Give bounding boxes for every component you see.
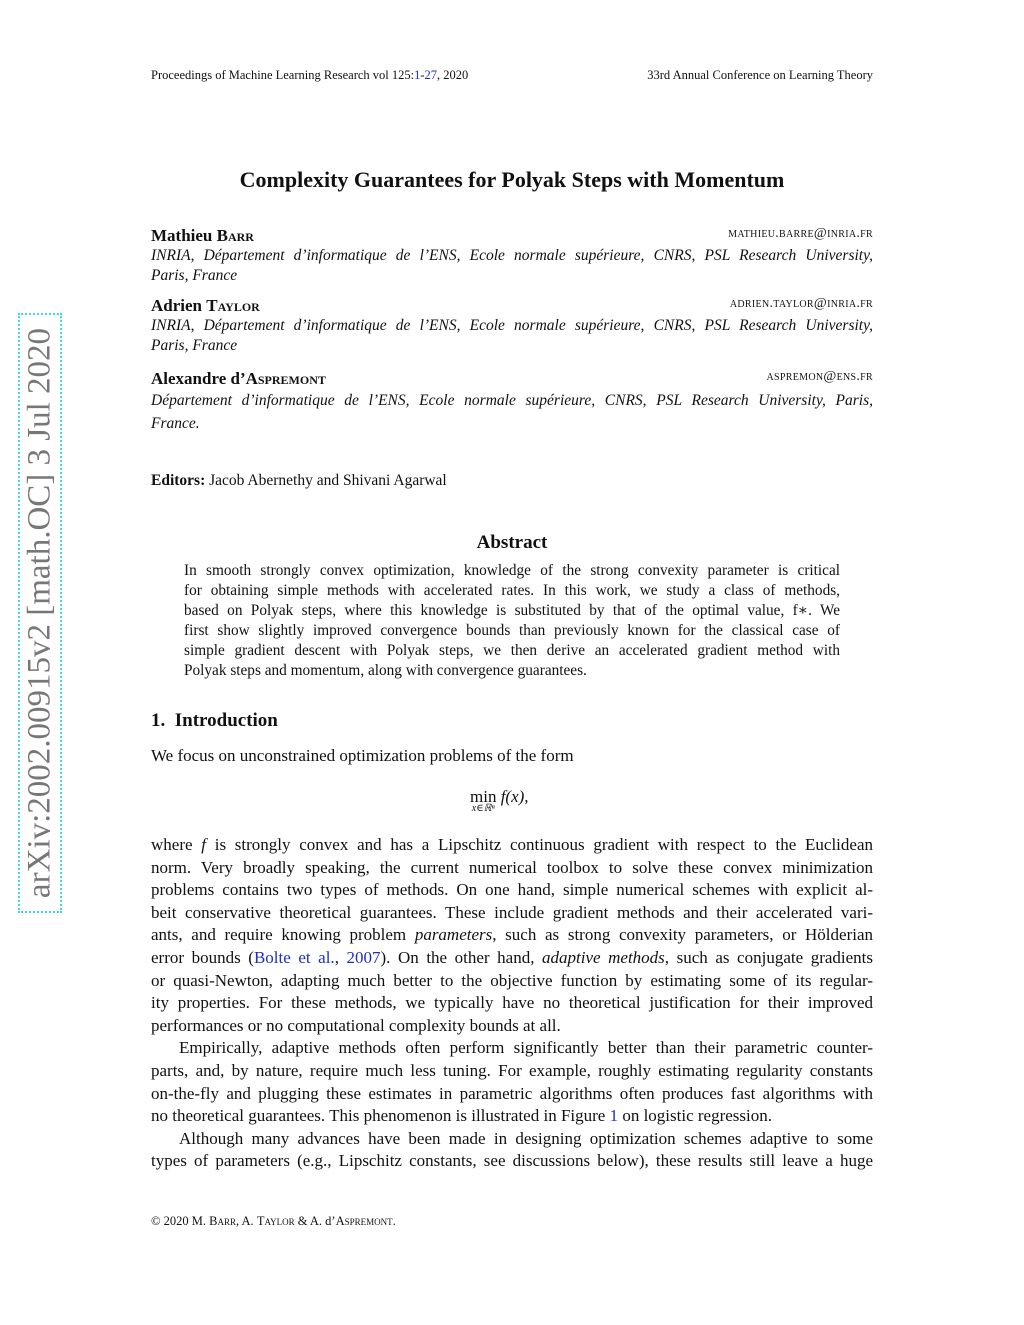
arxiv-stamp-text: arXiv:2002.00915v2 [math.OC] 3 Jul 2020: [21, 327, 58, 899]
author-name: [151, 296, 260, 316]
editors-names: Jacob Abernethy and Shivani Agarwal: [205, 472, 447, 489]
abstract-line: In smooth strongly convex optimization, knowledge of the strong convexity parameter is critical: [184, 562, 840, 579]
running-header-right: 33rd Annual Conference on Learning Theory: [647, 68, 873, 82]
author-name: [151, 369, 326, 389]
author-name: [151, 226, 254, 246]
equation-expression: f(x),: [500, 787, 529, 806]
paragraph-line: [151, 947, 873, 970]
text-segment: performances or no computational complexity bounds at all.: [151, 1015, 561, 1035]
citation-link[interactable]: 1: [609, 1106, 619, 1126]
footer-author: Barr: [209, 1214, 236, 1228]
text-segment: ants, and require knowing problem: [151, 925, 415, 945]
abstract-line: for obtaining simple methods with accelerated rates. In this work, we study a class of methods,: [184, 582, 840, 599]
text-segment: ity properties. For these methods, we typically have no theoretical justification for their improved: [151, 993, 873, 1013]
text-segment: or quasi-Newton, adapting much better to the objective function by estimating some of its regular-: [151, 970, 873, 990]
text-segment: problems contains two types of methods. On one hand, simple numerical schemes with explicit al-: [151, 880, 873, 900]
emphasis-text: f: [201, 835, 206, 854]
affiliation-line: INRIA, Département d’informatique de l’ENS, Ecole normale supérieure, CNRS, PSL Research University,: [151, 317, 873, 334]
abstract-line: Polyak steps and momentum, along with convergence guarantees.: [184, 662, 587, 679]
text-segment: , such as conjugate gradients: [664, 947, 874, 967]
footer-author: Aspremont: [335, 1214, 393, 1228]
paragraph-line: [151, 992, 873, 1015]
author-email[interactable]: adrien.taylor@inria.fr: [729, 296, 873, 311]
arxiv-stamp: [18, 313, 62, 913]
author-name-row: [151, 296, 873, 316]
paragraph-line: [151, 879, 873, 902]
editors: [151, 472, 447, 490]
text-segment: on logistic regression.: [618, 1106, 772, 1126]
author-affiliation: [151, 389, 873, 435]
footer-end: .: [392, 1214, 396, 1228]
text-segment: , such as strong convexity parameters, or Hölderian: [492, 925, 874, 945]
paragraph-line: [151, 902, 873, 925]
author-affiliation: [151, 316, 873, 356]
text-segment: Although many advances have been made in designing optimization schemes adaptive to some: [179, 1128, 873, 1148]
first-page-link[interactable]: 1: [414, 68, 421, 82]
text-segment: where: [151, 835, 202, 854]
running-header-left: [151, 68, 468, 83]
paragraph: [151, 834, 873, 1037]
author-last-name: Barr: [216, 226, 254, 245]
text-segment: norm. Very broadly speaking, the current numerical toolbox to solve these convex minimization: [151, 857, 873, 877]
footer-sep: , A.: [235, 1214, 257, 1228]
author-block: [151, 296, 873, 356]
affiliation-line: Département d’informatique de l’ENS, Ecole normale supérieure, CNRS, PSL Research University, Paris,: [151, 392, 873, 409]
author-name-row: [151, 226, 873, 246]
text-segment: Empirically, adaptive methods often perform significantly better than their parametric counter-: [179, 1038, 873, 1058]
header-text: Proceedings of Machine Learning Research vol 125:: [151, 68, 415, 82]
author-email[interactable]: mathieu.barre@inria.fr: [728, 226, 873, 241]
author-first-name: Alexandre d’: [151, 369, 246, 388]
author-last-name: Taylor: [206, 296, 260, 315]
abstract-line: first show slightly improved convergence bounds than previously known for the classical case of: [184, 622, 840, 639]
section-heading: [151, 710, 278, 732]
paragraph-line: [151, 1128, 873, 1151]
emphasis-text: adaptive methods: [542, 947, 665, 967]
header-dash: -: [420, 68, 425, 82]
affiliation-line: INRIA, Département d’informatique de l’ENS, Ecole normale supérieure, CNRS, PSL Research University,: [151, 247, 873, 264]
abstract-heading: Abstract: [476, 532, 548, 553]
footer-author: Taylor: [256, 1214, 295, 1228]
text-segment: is strongly convex and has a Lipschitz continuous gradient with respect to the Euclidean: [206, 835, 873, 854]
emphasis-text: parameters: [414, 925, 493, 945]
paragraph-line: [151, 857, 873, 880]
intro-sentence: We focus on unconstrained optimization problems of the form: [151, 746, 574, 765]
paragraph-line: [151, 834, 873, 857]
intro-body: [151, 834, 873, 1173]
paragraph-line: [151, 1060, 873, 1083]
editors-label: Editors:: [151, 472, 206, 489]
text-segment: beit conservative theoretical guarantees. These include gradient methods and their accelerated vari-: [151, 902, 873, 922]
paragraph-line: [151, 1037, 873, 1060]
header-year: , 2020: [437, 68, 469, 82]
abstract-body: [184, 561, 840, 681]
paragraph-line: [151, 924, 873, 947]
section-number: 1.: [151, 710, 166, 731]
affiliation-line: France.: [151, 415, 200, 432]
paragraph: [151, 1128, 873, 1173]
author-block: [151, 226, 873, 286]
paper-title: Complexity Guarantees for Polyak Steps with Momentum: [239, 167, 785, 192]
paragraph-line: [151, 970, 873, 993]
footer-sep: & A. d’: [294, 1214, 336, 1228]
text-segment: on-the-fly and plugging these estimates in parametric algorithms often produces fast algorithms with: [151, 1083, 873, 1103]
text-segment: no theoretical guarantees. This phenomenon is illustrated in Figure: [151, 1106, 610, 1126]
author-first-name: Adrien: [151, 296, 207, 315]
last-page-link[interactable]: 27: [424, 68, 438, 82]
paragraph-line: [151, 1083, 873, 1106]
text-segment: error bounds (: [151, 947, 254, 967]
text-segment: types of parameters (e.g., Lipschitz constants, see discussions below), these results still leave a huge: [151, 1151, 873, 1171]
section-title: Introduction: [174, 710, 278, 731]
paragraph: [151, 1037, 873, 1127]
paragraph-line: [151, 1150, 873, 1173]
text-segment: ,: [334, 947, 347, 967]
copyright-text: © 2020 M.: [151, 1214, 210, 1228]
author-last-name: Aspremont: [245, 369, 326, 388]
author-block: [151, 369, 873, 435]
equation-operator: min: [470, 787, 497, 806]
text-segment: parts, and, by nature, require much less tuning. For example, roughly estimating regularity constants: [151, 1060, 873, 1080]
abstract-line: based on Polyak steps, where this knowledge is substituted by that of the optimal value, f∗. We: [184, 602, 840, 619]
author-affiliation: [151, 246, 873, 286]
paragraph-line: [151, 1015, 873, 1038]
equation-subscript: x∈ℝⁿ: [471, 803, 495, 814]
copyright-footer: [151, 1214, 396, 1229]
equation: [470, 787, 529, 814]
affiliation-line: Paris, France: [151, 337, 238, 354]
author-name-row: [151, 369, 873, 389]
citation-link[interactable]: 2007: [346, 947, 381, 967]
text-segment: ). On the other hand,: [380, 947, 543, 967]
author-first-name: Mathieu: [151, 226, 217, 245]
author-email[interactable]: aspremon@ens.fr: [766, 369, 873, 384]
paragraph-line: [151, 1105, 873, 1128]
abstract-line: simple gradient descent with Polyak steps, we then derive an accelerated gradient method with: [184, 642, 840, 659]
affiliation-line: Paris, France: [151, 267, 238, 284]
citation-link[interactable]: Bolte et al.: [253, 947, 335, 967]
